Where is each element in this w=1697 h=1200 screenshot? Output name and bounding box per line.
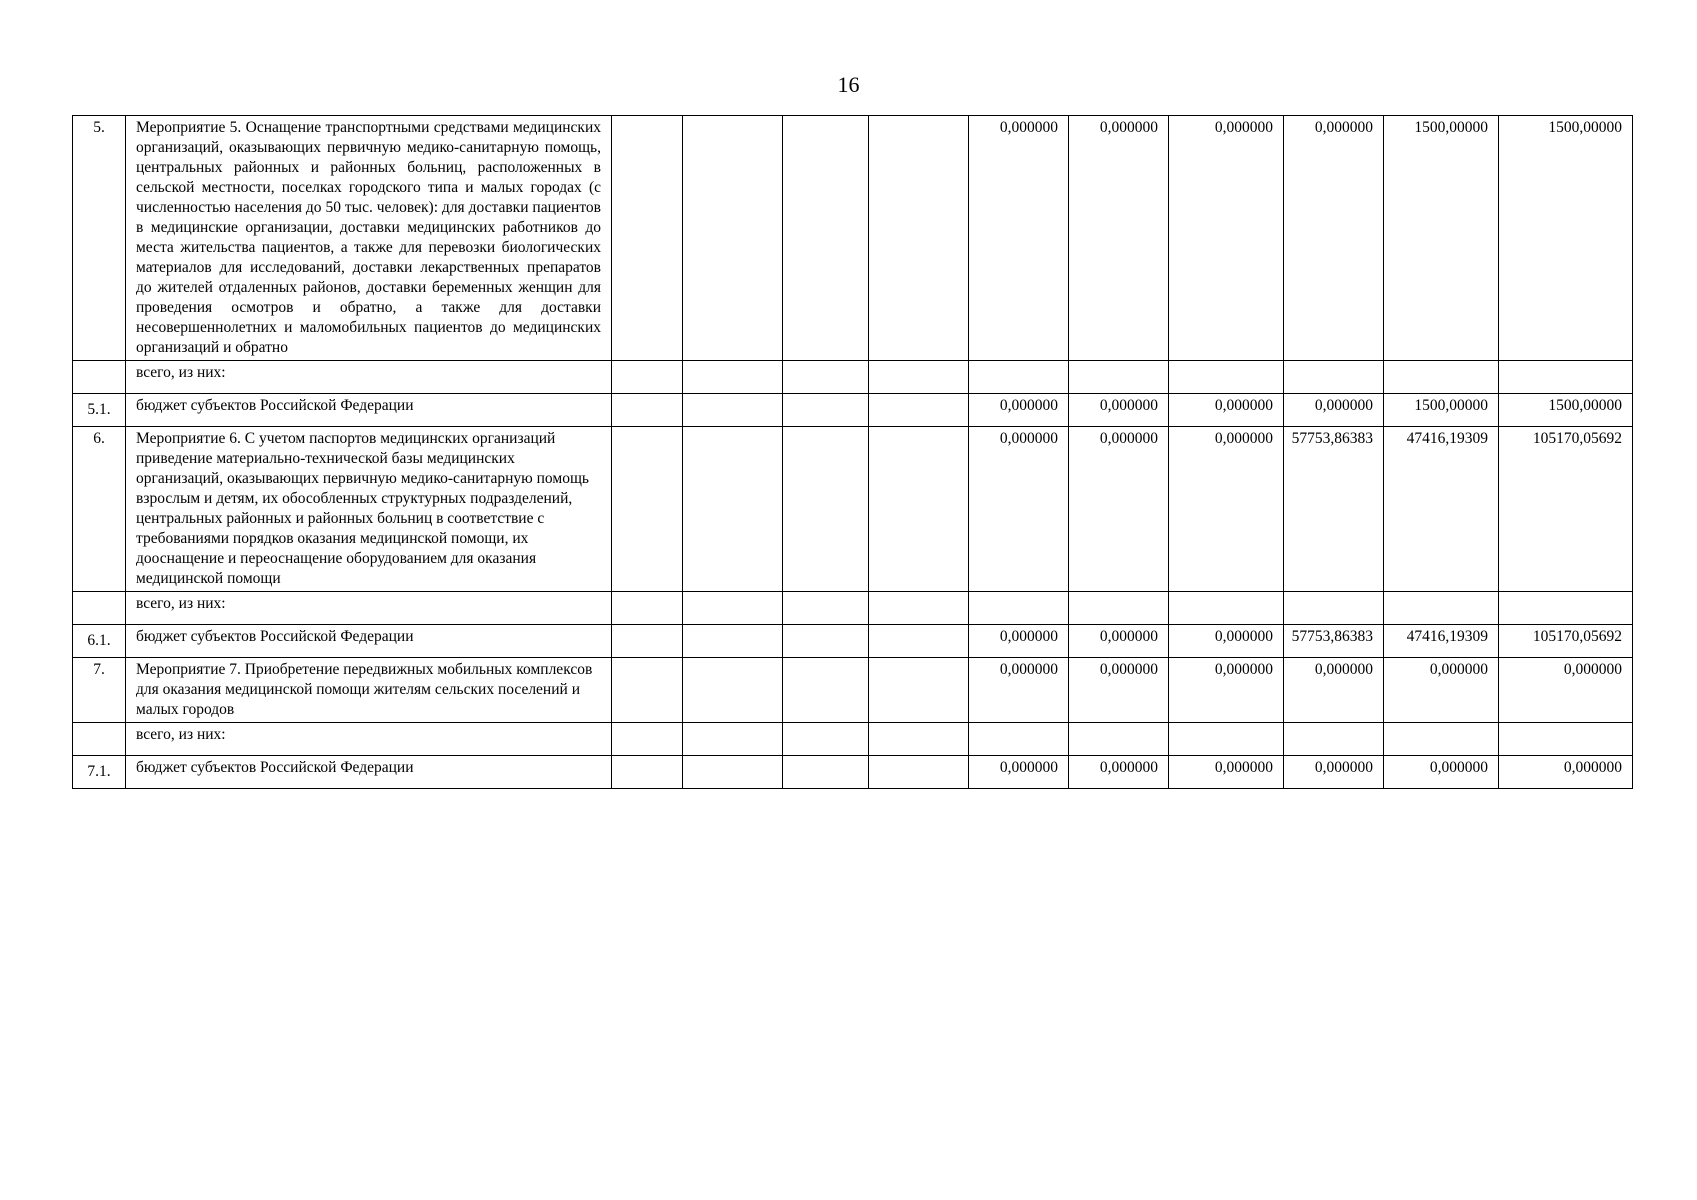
table-row <box>73 116 1633 361</box>
empty-cell <box>869 658 969 723</box>
empty-cell <box>683 756 783 789</box>
value-cell: 0,000000 <box>1284 394 1384 427</box>
value-cell <box>1284 361 1384 394</box>
empty-cell <box>869 361 969 394</box>
empty-cell <box>869 723 969 756</box>
row-number <box>73 723 126 756</box>
table-row <box>73 427 1633 592</box>
empty-cell <box>683 625 783 658</box>
value-cell: 0,000000 <box>1069 756 1169 789</box>
empty-cell <box>683 361 783 394</box>
value-cell: 0,000000 <box>1384 658 1499 723</box>
empty-cell <box>612 361 683 394</box>
empty-cell <box>783 756 869 789</box>
value-cell <box>969 723 1069 756</box>
row-description: Мероприятие 7. Приобретение передвижных мобильных комплексов для оказания медицинской помощи жителям сельских поселений и малых городов <box>126 658 612 723</box>
value-cell: 0,000000 <box>1069 625 1169 658</box>
row-description: всего, из них: <box>126 361 612 394</box>
value-cell: 0,000000 <box>1169 756 1284 789</box>
table-row <box>73 658 1633 723</box>
value-cell: 1500,00000 <box>1499 116 1633 361</box>
empty-cell <box>869 427 969 592</box>
value-cell: 0,000000 <box>1169 625 1284 658</box>
row-description: Мероприятие 5. Оснащение транспортными средствами медицинских организаций, оказывающих первичную медико-санитарную помощь, центральных районных и районных больниц, расположенных в сельской местности, поселках городского типа и малых городах (с численностью населения до 50 тыс. человек): для доставки пациентов в медицинские организации, доставки медицинских работников до места жительства пациентов, а также для перевозки биологических материалов для исследований, доставки лекарственных препаратов до жителей отдаленных районов, доставки беременных женщин для проведения осмотров и обратно, а также для доставки несовершеннолетних и маломобильных пациентов до медицинских организаций и обратно <box>126 116 612 361</box>
value-cell: 0,000000 <box>1169 427 1284 592</box>
value-cell: 1500,00000 <box>1384 116 1499 361</box>
value-cell <box>1384 361 1499 394</box>
value-cell: 105170,05692 <box>1499 427 1633 592</box>
value-cell <box>1499 361 1633 394</box>
empty-cell <box>783 658 869 723</box>
row-description: всего, из них: <box>126 723 612 756</box>
value-cell: 0,000000 <box>969 658 1069 723</box>
empty-cell <box>683 658 783 723</box>
value-cell: 0,000000 <box>1069 427 1169 592</box>
value-cell <box>1384 592 1499 625</box>
value-cell <box>1169 361 1284 394</box>
empty-cell <box>869 592 969 625</box>
empty-cell <box>683 592 783 625</box>
value-cell: 57753,86383 <box>1284 427 1384 592</box>
value-cell <box>1499 592 1633 625</box>
budget-table <box>72 115 1633 789</box>
empty-cell <box>683 394 783 427</box>
row-description: всего, из них: <box>126 592 612 625</box>
table-row <box>73 394 1633 427</box>
value-cell: 0,000000 <box>969 625 1069 658</box>
value-cell: 0,000000 <box>969 427 1069 592</box>
value-cell <box>1069 361 1169 394</box>
value-cell <box>1069 592 1169 625</box>
row-description: бюджет субъектов Российской Федерации <box>126 394 612 427</box>
empty-cell <box>869 116 969 361</box>
table-row <box>73 592 1633 625</box>
empty-cell <box>783 394 869 427</box>
value-cell <box>1384 723 1499 756</box>
row-number: 6.1. <box>73 625 126 658</box>
value-cell <box>969 361 1069 394</box>
empty-cell <box>612 756 683 789</box>
empty-cell <box>783 361 869 394</box>
value-cell: 57753,86383 <box>1284 625 1384 658</box>
empty-cell <box>612 116 683 361</box>
empty-cell <box>612 625 683 658</box>
value-cell <box>1169 592 1284 625</box>
value-cell <box>1284 723 1384 756</box>
page-number: 16 <box>837 72 860 97</box>
empty-cell <box>869 625 969 658</box>
value-cell: 0,000000 <box>1069 394 1169 427</box>
empty-cell <box>612 427 683 592</box>
empty-cell <box>783 723 869 756</box>
value-cell: 1500,00000 <box>1384 394 1499 427</box>
empty-cell <box>783 116 869 361</box>
row-number: 5.1. <box>73 394 126 427</box>
value-cell: 0,000000 <box>1284 658 1384 723</box>
value-cell: 0,000000 <box>969 756 1069 789</box>
value-cell <box>1499 723 1633 756</box>
empty-cell <box>683 116 783 361</box>
table-row <box>73 361 1633 394</box>
empty-cell <box>612 592 683 625</box>
table-row <box>73 723 1633 756</box>
value-cell <box>1284 592 1384 625</box>
value-cell: 0,000000 <box>1384 756 1499 789</box>
value-cell: 0,000000 <box>1284 116 1384 361</box>
value-cell: 47416,19309 <box>1384 427 1499 592</box>
value-cell: 0,000000 <box>1169 116 1284 361</box>
empty-cell <box>612 658 683 723</box>
row-number <box>73 361 126 394</box>
value-cell: 1500,00000 <box>1499 394 1633 427</box>
value-cell: 0,000000 <box>1499 658 1633 723</box>
row-number: 5. <box>73 116 126 361</box>
row-description: бюджет субъектов Российской Федерации <box>126 756 612 789</box>
row-number <box>73 592 126 625</box>
row-number: 7. <box>73 658 126 723</box>
value-cell: 0,000000 <box>1169 394 1284 427</box>
empty-cell <box>612 723 683 756</box>
empty-cell <box>783 427 869 592</box>
value-cell <box>1169 723 1284 756</box>
row-description: Мероприятие 6. С учетом паспортов медицинских организаций приведение материально-технической базы медицинских организаций, оказывающих первичную медико-санитарную помощь взрослым и детям, их обособленных структурных подразделений, центральных районных и районных больниц в соответствие с требованиями порядков оказания медицинской помощи, их дооснащение и переоснащение оборудованием для оказания медицинской помощи <box>126 427 612 592</box>
empty-cell <box>783 625 869 658</box>
value-cell: 0,000000 <box>1069 658 1169 723</box>
value-cell: 0,000000 <box>1169 658 1284 723</box>
row-description: бюджет субъектов Российской Федерации <box>126 625 612 658</box>
empty-cell <box>683 723 783 756</box>
row-number: 6. <box>73 427 126 592</box>
value-cell: 0,000000 <box>1284 756 1384 789</box>
value-cell: 47416,19309 <box>1384 625 1499 658</box>
value-cell: 0,000000 <box>969 116 1069 361</box>
value-cell: 0,000000 <box>1499 756 1633 789</box>
empty-cell <box>683 427 783 592</box>
empty-cell <box>783 592 869 625</box>
value-cell: 0,000000 <box>1069 116 1169 361</box>
table-row <box>73 625 1633 658</box>
table-row <box>73 756 1633 789</box>
row-number: 7.1. <box>73 756 126 789</box>
empty-cell <box>869 394 969 427</box>
value-cell <box>969 592 1069 625</box>
value-cell: 0,000000 <box>969 394 1069 427</box>
empty-cell <box>869 756 969 789</box>
value-cell: 105170,05692 <box>1499 625 1633 658</box>
value-cell <box>1069 723 1169 756</box>
empty-cell <box>612 394 683 427</box>
